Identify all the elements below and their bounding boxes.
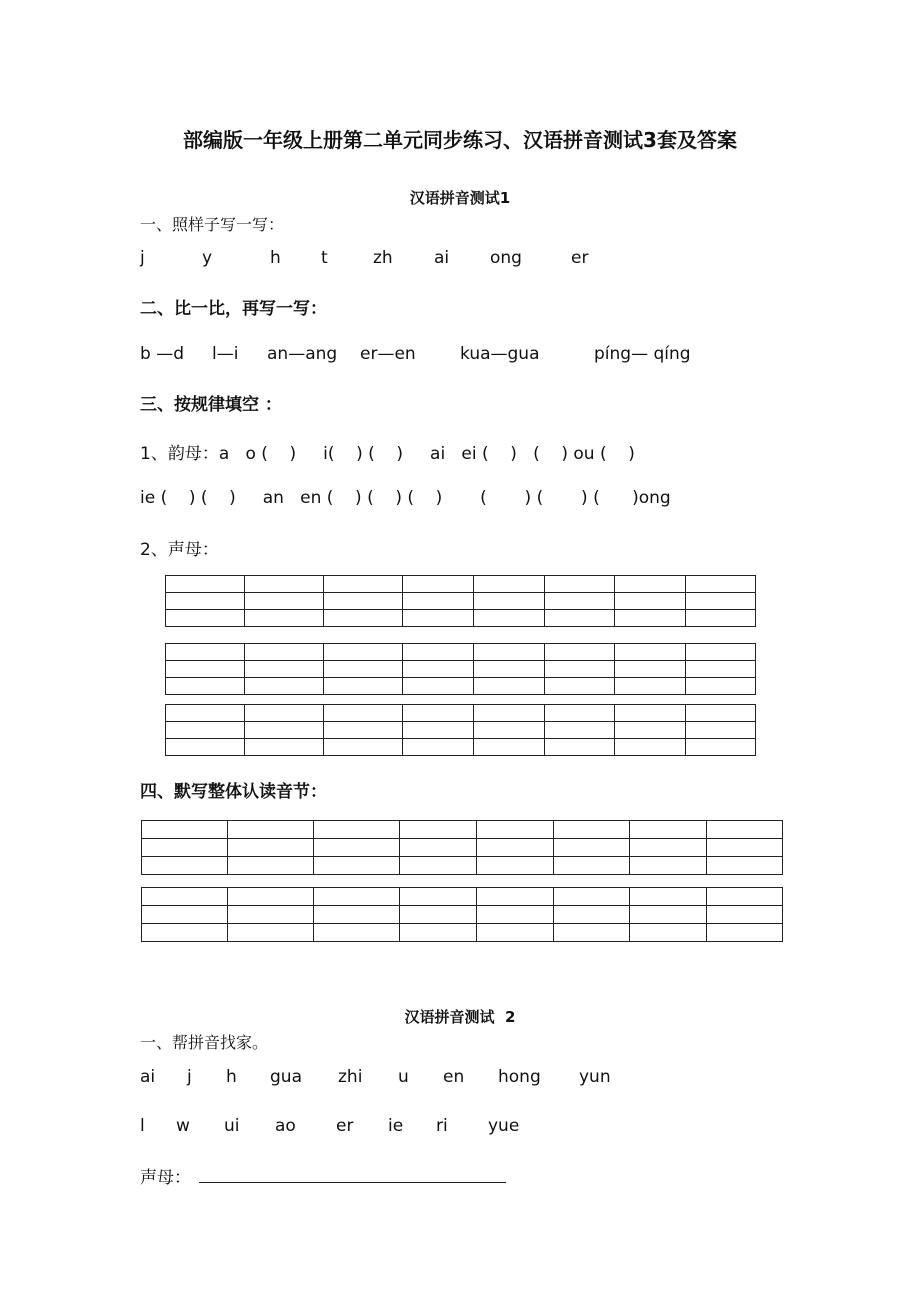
token: h xyxy=(226,1067,237,1087)
token: ai xyxy=(434,248,450,268)
test1-q2-pairs xyxy=(140,344,740,366)
token: ie xyxy=(388,1116,404,1136)
token: yun xyxy=(579,1067,611,1087)
token: j xyxy=(140,248,145,268)
token: hong xyxy=(498,1067,541,1087)
pair: l—i xyxy=(212,344,239,364)
token: er xyxy=(336,1116,354,1136)
token: zh xyxy=(373,248,393,268)
token: l xyxy=(140,1116,145,1136)
shengmu-label: 声母： xyxy=(140,1168,191,1188)
shengmu-answer-line[interactable] xyxy=(199,1182,506,1183)
writing-grid[interactable] xyxy=(141,887,783,942)
pair: b —d xyxy=(140,344,184,364)
token: w xyxy=(176,1116,190,1136)
token: ui xyxy=(224,1116,240,1136)
writing-grid[interactable] xyxy=(165,704,756,756)
token: en xyxy=(443,1067,465,1087)
token: y xyxy=(202,248,213,268)
document-title: 部编版一年级上册第二单元同步练习、汉语拼音测试3套及答案 xyxy=(183,128,737,152)
token: yue xyxy=(488,1116,520,1136)
pair: píng— qíng xyxy=(594,344,691,364)
token: ri xyxy=(436,1116,448,1136)
token: u xyxy=(398,1067,409,1087)
test1-q3-line1: 1、韵母：a o ( ) i( ) ( ) ai ei ( ) ( ) ou ( ) xyxy=(140,444,635,464)
token: ong xyxy=(490,248,522,268)
token: gua xyxy=(270,1067,302,1087)
pair: an—ang xyxy=(267,344,338,364)
token: zhi xyxy=(338,1067,363,1087)
test1-heading: 汉语拼音测试1 xyxy=(409,189,511,207)
test2-row1 xyxy=(140,1067,740,1089)
token: ao xyxy=(275,1116,296,1136)
writing-grid[interactable] xyxy=(165,643,756,695)
test2-q1-label: 一、帮拼音找家。 xyxy=(140,1033,269,1052)
test1-q3-sub2: 2、声母： xyxy=(140,540,219,560)
token: er xyxy=(571,248,589,268)
test2-heading: 汉语拼音测试 2 xyxy=(404,1008,516,1026)
test1-q3-line2: ie ( ) ( ) an en ( ) ( ) ( ) ( ) ( ) ( )ong xyxy=(140,488,671,508)
writing-grid[interactable] xyxy=(165,575,756,627)
token: h xyxy=(270,248,281,268)
pair: er—en xyxy=(360,344,416,364)
test1-q2-label: 二、比一比，再写一写： xyxy=(140,299,327,319)
token: t xyxy=(321,248,328,268)
writing-grid[interactable] xyxy=(141,820,783,875)
pair: kua—gua xyxy=(460,344,540,364)
token: ai xyxy=(140,1067,156,1087)
token: j xyxy=(187,1067,192,1087)
test1-q1-label: 一、照样子写一写： xyxy=(140,215,285,234)
test1-q3-label: 三、按规律填空 ： xyxy=(140,395,282,415)
test1-q4-label: 四、默写整体认读音节： xyxy=(140,782,327,802)
test1-q1-tokens xyxy=(140,248,740,270)
test2-row2 xyxy=(140,1116,740,1138)
